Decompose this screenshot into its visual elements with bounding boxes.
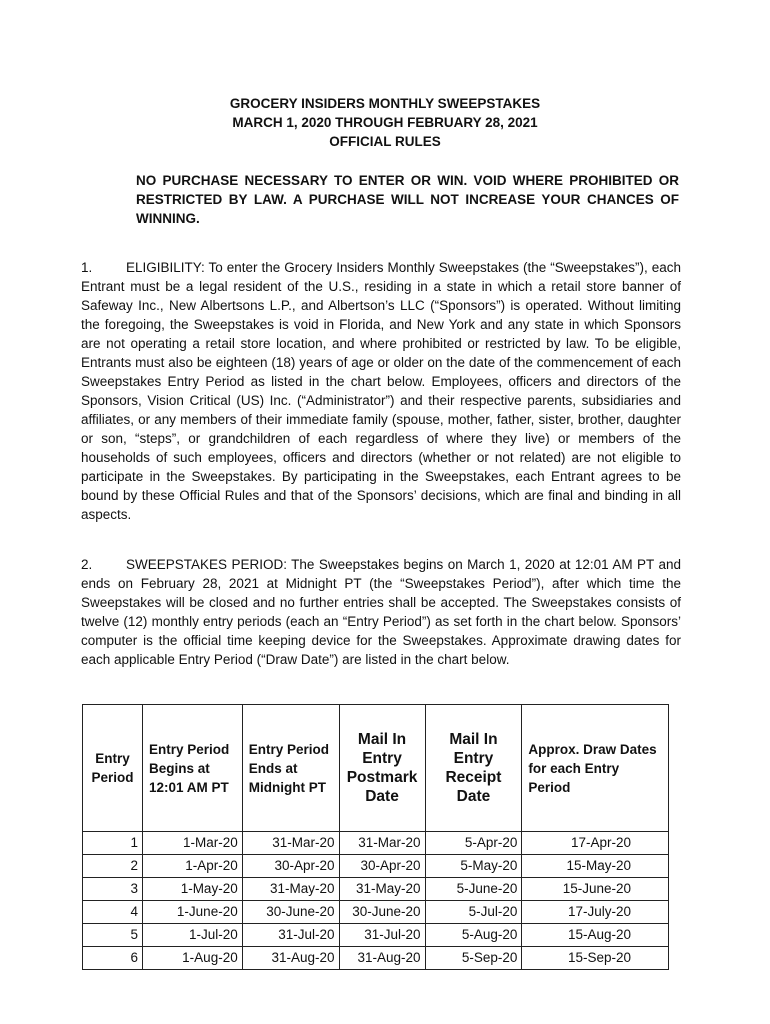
table-row xyxy=(83,901,669,924)
cell-receipt: 5-Sep-20 xyxy=(425,947,522,970)
title-line-1: GROCERY INSIDERS MONTHLY SWEEPSTAKES xyxy=(229,96,541,111)
header-postmark: Mail In Entry Postmark Date xyxy=(339,705,425,832)
cell-receipt: 5-Apr-20 xyxy=(425,832,522,855)
no-purchase-notice: NO PURCHASE NECESSARY TO ENTER OR WIN. VOID WHERE PROHIBITED OR RESTRICTED BY LAW. A PURCHASE WILL NOT INCREASE YOUR CHANCES OF WINNING. xyxy=(136,173,679,226)
section-text: ELIGIBILITY: To enter the Grocery Insiders Monthly Sweepstakes (the “Sweepstakes”), each Entrant must be a legal resident of the U.S., residing in a state in which a retail store banner of Safeway Inc., New Albertsons L.P., and Albertson’s LLC (“Sponsors”) is operated. Without limiting the foregoing, the Sweepstakes is void in Florida, and New York and any state in which Sponsors are not operating a retail store location, and where prohibited or restricted by law. To be eligible, Entrants must also be eighteen (18) years of age or older on the date of the commencement of each Sweepstakes Entry Period as listed in the chart below. Employees, officers and directors of the Sponsors, Vision Critical (US) Inc. (“Administrator”) and their respective parents, subsidiaries and affiliates, or any members of their immediate family (spouse, mother, father, sister, brother, daughter or son, “steps”, or grandchildren of each regardless of where they live) or members of the households of such employees, officers and directors (whether or not related) are not eligible to participate in the Sweepstakes. By participating in the Sweepstakes, each Entrant agrees to be bound by these Official Rules and that of the Sponsors’ decisions, which are final and binding in all aspects. xyxy=(81,260,681,522)
section-number: 2. xyxy=(81,557,93,572)
cell-ends: 31-May-20 xyxy=(242,878,339,901)
cell-postmark: 31-Mar-20 xyxy=(339,832,425,855)
cell-ends: 31-Jul-20 xyxy=(242,924,339,947)
table-row xyxy=(83,947,669,970)
cell-entry-period: 2 xyxy=(83,855,143,878)
cell-postmark: 30-Apr-20 xyxy=(339,855,425,878)
cell-begins: 1-June-20 xyxy=(142,901,242,924)
cell-draw-date: 15-May-20 xyxy=(522,855,669,878)
rules-title-block xyxy=(0,94,770,151)
cell-postmark: 31-Jul-20 xyxy=(339,924,425,947)
table-row xyxy=(83,924,669,947)
cell-entry-period: 5 xyxy=(83,924,143,947)
cell-receipt: 5-May-20 xyxy=(425,855,522,878)
cell-begins: 1-Mar-20 xyxy=(142,832,242,855)
header-entry-period: Entry Period xyxy=(83,705,143,832)
cell-begins: 1-May-20 xyxy=(142,878,242,901)
header-ends: Entry Period Ends at Midnight PT xyxy=(242,705,339,832)
cell-ends: 30-June-20 xyxy=(242,901,339,924)
cell-postmark: 30-June-20 xyxy=(339,901,425,924)
header-draw-dates: Approx. Draw Dates for each Entry Period xyxy=(522,705,669,832)
cell-draw-date: 17-Apr-20 xyxy=(522,832,669,855)
cell-receipt: 5-June-20 xyxy=(425,878,522,901)
cell-draw-date: 15-Sep-20 xyxy=(522,947,669,970)
cell-ends: 31-Mar-20 xyxy=(242,832,339,855)
entry-period-table xyxy=(82,704,669,970)
cell-draw-date: 17-July-20 xyxy=(522,901,669,924)
title-line-3: OFFICIAL RULES xyxy=(329,134,441,149)
table-row xyxy=(83,832,669,855)
cell-receipt: 5-Jul-20 xyxy=(425,901,522,924)
cell-entry-period: 6 xyxy=(83,947,143,970)
cell-entry-period: 4 xyxy=(83,901,143,924)
section-sweepstakes-period xyxy=(81,555,681,669)
table-header-row xyxy=(83,705,669,832)
table-row xyxy=(83,878,669,901)
cell-postmark: 31-Aug-20 xyxy=(339,947,425,970)
cell-draw-date: 15-June-20 xyxy=(522,878,669,901)
cell-entry-period: 1 xyxy=(83,832,143,855)
cell-postmark: 31-May-20 xyxy=(339,878,425,901)
cell-ends: 31-Aug-20 xyxy=(242,947,339,970)
cell-draw-date: 15-Aug-20 xyxy=(522,924,669,947)
section-eligibility xyxy=(81,258,681,524)
header-begins: Entry Period Begins at 12:01 AM PT xyxy=(142,705,242,832)
cell-begins: 1-Aug-20 xyxy=(142,947,242,970)
cell-receipt: 5-Aug-20 xyxy=(425,924,522,947)
section-text: SWEEPSTAKES PERIOD: The Sweepstakes begins on March 1, 2020 at 12:01 AM PT and ends on February 28, 2021 at Midnight PT (the “Sweepstakes Period”), after which time the Sweepstakes will be closed and no further entries shall be accepted. The Sweepstakes consists of twelve (12) monthly entry periods (each an “Entry Period”) as set forth in the chart below. Sponsors’ computer is the official time keeping device for the Sweepstakes. Approximate drawing dates for each applicable Entry Period (“Draw Date”) are listed in the chart below. xyxy=(81,557,681,667)
cell-ends: 30-Apr-20 xyxy=(242,855,339,878)
cell-begins: 1-Apr-20 xyxy=(142,855,242,878)
title-line-2: MARCH 1, 2020 THROUGH FEBRUARY 28, 2021 xyxy=(232,115,538,130)
section-number: 1. xyxy=(81,260,93,275)
table-row xyxy=(83,855,669,878)
cell-entry-period: 3 xyxy=(83,878,143,901)
header-receipt: Mail In Entry Receipt Date xyxy=(425,705,522,832)
cell-begins: 1-Jul-20 xyxy=(142,924,242,947)
